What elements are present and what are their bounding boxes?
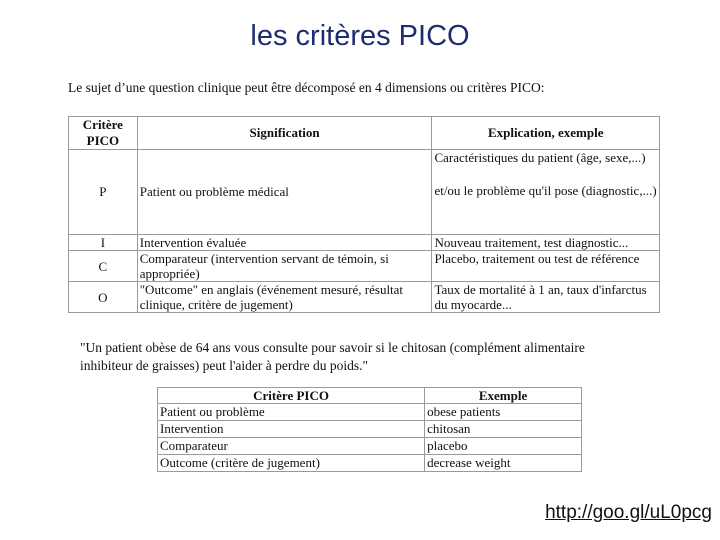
row-meaning: Patient ou problème médical bbox=[137, 150, 432, 235]
row-example bbox=[432, 150, 660, 235]
header-critere: Critère PICO bbox=[69, 117, 138, 150]
header-explication: Explication, exemple bbox=[432, 117, 660, 150]
page-title: les critères PICO bbox=[250, 20, 470, 52]
intro-text: Le sujet d’une question clinique peut être décomposé en 4 dimensions ou critères PICO: bbox=[68, 80, 545, 95]
row-example-top: Caractéristiques du patient (âge, sexe,...) bbox=[434, 150, 646, 165]
table-row bbox=[69, 235, 660, 251]
row-letter: C bbox=[69, 251, 138, 282]
table-row bbox=[158, 455, 582, 472]
row-meaning: Comparateur (intervention servant de témoin, si appropriée) bbox=[137, 251, 432, 282]
row-meaning: Intervention évaluée bbox=[137, 235, 432, 251]
row-letter: P bbox=[69, 150, 138, 235]
row-example: Nouveau traitement, test diagnostic... bbox=[432, 235, 660, 251]
row-example: Taux de mortalité à 1 an, taux d'infarctus du myocarde... bbox=[432, 282, 660, 313]
row-criterion: Intervention bbox=[158, 421, 425, 438]
table-row bbox=[69, 150, 660, 235]
row-criterion: Patient ou problème bbox=[158, 404, 425, 421]
source-link[interactable]: http://goo.gl/uL0pcg bbox=[545, 502, 712, 523]
row-letter: O bbox=[69, 282, 138, 313]
row-example: placebo bbox=[425, 438, 582, 455]
table-header-row bbox=[158, 388, 582, 404]
table-row bbox=[158, 421, 582, 438]
row-example: obese patients bbox=[425, 404, 582, 421]
pico-table bbox=[68, 116, 660, 313]
header-critere: Critère PICO bbox=[158, 388, 425, 404]
table-header-row bbox=[69, 117, 660, 150]
table-row bbox=[69, 282, 660, 313]
header-signification: Signification bbox=[137, 117, 432, 150]
example-table bbox=[157, 387, 582, 472]
row-example: chitosan bbox=[425, 421, 582, 438]
row-example-bottom: et/ou le problème qu'il pose (diagnostic,...) bbox=[434, 183, 657, 198]
row-meaning: "Outcome" en anglais (événement mesuré, résultat clinique, critère de jugement) bbox=[137, 282, 432, 313]
row-letter: I bbox=[69, 235, 138, 251]
table-row bbox=[158, 404, 582, 421]
clinical-question-quote: "Un patient obèse de 64 ans vous consulte pour savoir si le chitosan (complément alimentaire inhibiteur de graisses) peut l'aider à perdre du poids." bbox=[80, 340, 585, 373]
table-row bbox=[158, 438, 582, 455]
row-example: decrease weight bbox=[425, 455, 582, 472]
row-example: Placebo, traitement ou test de référence bbox=[432, 251, 660, 282]
header-exemple: Exemple bbox=[425, 388, 582, 404]
row-criterion: Comparateur bbox=[158, 438, 425, 455]
row-criterion: Outcome (critère de jugement) bbox=[158, 455, 425, 472]
table-row bbox=[69, 251, 660, 282]
